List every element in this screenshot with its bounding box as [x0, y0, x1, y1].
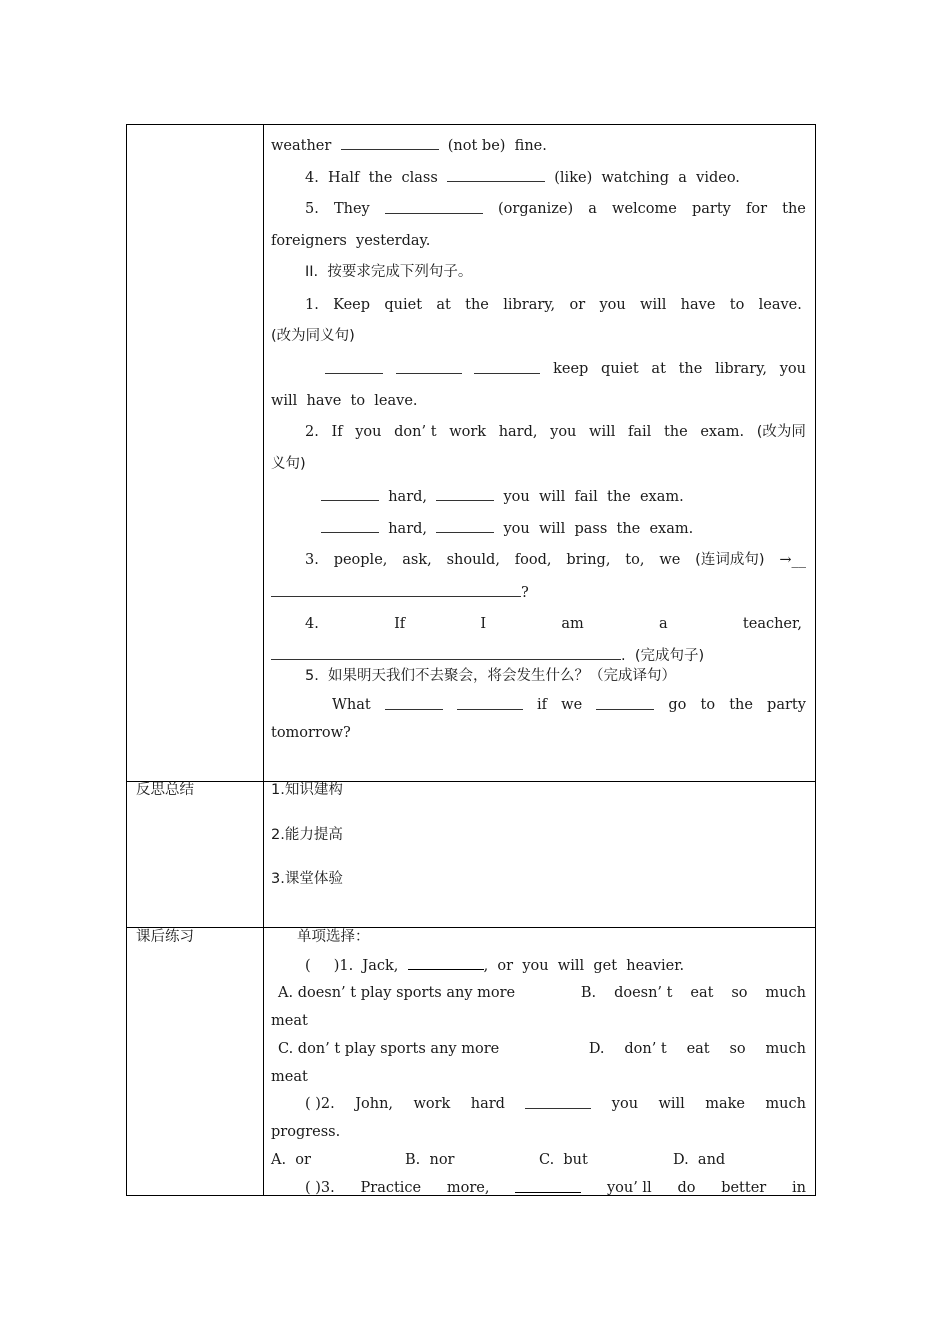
row-divider-reflection	[127, 781, 815, 782]
homework-heading: 单项选择：	[297, 929, 370, 945]
ex2-q5-line1: 5. 如果明天我们不去聚会，将会发生什么？（完成译句）	[305, 668, 677, 684]
ex2-q4-line2: . (完成句子)	[271, 646, 704, 665]
ex1-q5-line1: 5. They (organize) a welcome party for the	[305, 201, 806, 217]
ex1-q4: 4. Half the class (like) watching a video.	[305, 170, 740, 186]
ex1-q3-tail: weather (not be) fine.	[271, 138, 547, 154]
ex2-q3-line2: ?	[271, 583, 529, 602]
reflection-item: 3.课堂体验	[271, 871, 343, 887]
reflection-label: 反思总结	[136, 782, 194, 798]
reflection-item: 2.能力提高	[271, 827, 343, 843]
ex2-q4-line1: 4. If I am a teacher,	[305, 616, 802, 632]
ex2-q2-answer2: hard, you will pass the exam.	[321, 519, 693, 538]
ex1-q5-line2: foreigners yesterday.	[271, 233, 431, 249]
ex2-q1-answer-line1: keep quiet at the library, you	[325, 360, 806, 378]
ex2-q5-line3: tomorrow?	[271, 725, 351, 741]
ex2-heading: II. 按要求完成下列句子。	[305, 264, 473, 280]
ex2-q3-line1: 3. people, ask, should, food, bring, to, we (连词成句) →__	[305, 552, 806, 568]
ex2-q1-line2: (改为同义句)	[271, 328, 355, 344]
ex2-q1-line1: 1. Keep quiet at the library, or you will have to leave.	[305, 297, 802, 313]
hw-q1-options-ab: A. doesn’ t play sports any more B. doesn’ t eat so much	[278, 985, 806, 1001]
reflection-item: 1.知识建构	[271, 782, 343, 798]
hw-q2-stem-cont: progress.	[271, 1124, 341, 1140]
hw-q1-stem: ( )1. Jack, , or you will get heavier.	[305, 958, 685, 974]
ex2-q1-answer-line2: will have to leave.	[271, 393, 418, 409]
hw-q1-options-cd: C. don’ t play sports any more D. don’ t eat so much	[278, 1041, 806, 1057]
hw-q3-stem: ( )3. Practice more, you’ ll do better in	[305, 1180, 806, 1196]
row-divider-homework	[127, 927, 815, 928]
ex2-q2-answer1: hard, you will fail the exam.	[321, 487, 684, 506]
ex2-q2-line1: 2. If you don’ t work hard, you will fail the exam. (改为同	[305, 424, 806, 440]
hw-q2-option-a: A. or	[271, 1152, 311, 1168]
column-divider	[263, 125, 264, 1195]
hw-q2-option-d: D. and	[673, 1152, 726, 1168]
hw-q2-option-b: B. nor	[405, 1152, 455, 1168]
hw-q2-stem: ( )2. John, work hard you will make much	[305, 1096, 806, 1112]
ex2-q2-line2: 义句)	[271, 456, 306, 472]
hw-q1-option-b-cont: meat	[271, 1013, 308, 1029]
ex2-q5-line2: What if we go to the party	[332, 697, 806, 713]
homework-label: 课后练习	[136, 929, 194, 945]
hw-q2-option-c: C. but	[539, 1152, 588, 1168]
hw-q1-option-d-cont: meat	[271, 1069, 308, 1085]
